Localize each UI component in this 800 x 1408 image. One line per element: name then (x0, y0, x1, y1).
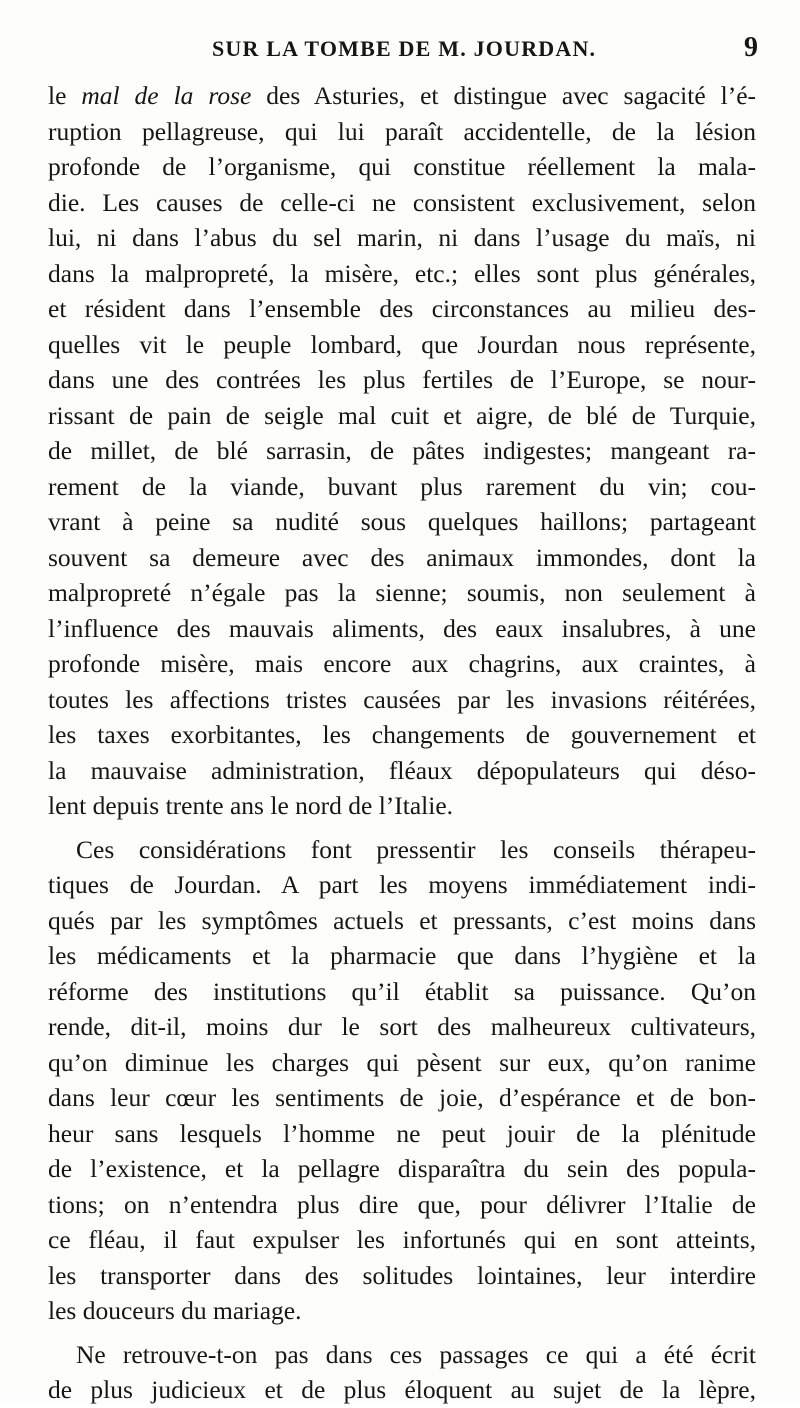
text-line: profonde misère, mais encore aux chagrins, aux craintes, à (48, 649, 756, 678)
page-number: 9 (744, 32, 758, 63)
text-line: rissant de pain de seigle mal cuit et aigre, de blé de Turquie, (48, 400, 756, 430)
text-line: rement de la viande, buvant plus rarement du vin; cou- (48, 471, 756, 501)
running-title: SUR LA TOMBE DE M. JOURDAN. (212, 36, 597, 61)
text-line: les transporter dans des solitudes lointaines, leur interdire (48, 1260, 756, 1290)
text-line-paragraph-start: Ne retrouve-t-on pas dans ces passages ce qui a été écrit (76, 1339, 756, 1369)
text-line: la mauvaise administration, fléaux dépopulateurs qui déso- (48, 755, 756, 785)
text-line: heur sans lesquels l’homme ne peut jouir de la plénitude (48, 1118, 756, 1148)
text-line: souvent sa demeure avec des animaux immondes, dont la (48, 542, 756, 572)
text-line: qu’on diminue les charges qui pèsent sur eux, qu’on ranime (48, 1047, 756, 1077)
text-line: dans une des contrées les plus fertiles de l’Europe, se nour- (48, 365, 756, 394)
text-line: les médicaments et la pharmacie que dans l’hygiène et la (48, 941, 756, 970)
text-line (48, 78, 756, 114)
text-line: die. Les causes de celle-ci ne consistent exclusivement, selon (48, 187, 756, 217)
text-line: de plus judicieux et de plus éloquent au sujet de la lèpre, (48, 1375, 756, 1404)
text-line: quelles vit le peuple lombard, que Jourdan nous représente, (48, 329, 756, 359)
text-line: dans la malpropreté, la misère, etc.; elles sont plus générales, (48, 258, 756, 288)
text-line-paragraph-end: lent depuis trente ans le nord de l’Italie. (48, 791, 454, 820)
text-line: et résident dans l’ensemble des circonstances au milieu des- (48, 294, 756, 323)
text-segment: le (48, 81, 82, 110)
paragraph-gap (48, 1329, 756, 1337)
text-line: rende, dit-il, moins dur le sort des malheureux cultivateurs, (48, 1012, 756, 1041)
text-line: tions; on n’entendra plus dire que, pour délivrer l’Italie de (48, 1189, 756, 1219)
text-line: profonde de l’organisme, qui constitue réellement la mala- (48, 152, 756, 181)
text-line: de l’existence, et la pellagre disparaîtra du sein des popula- (48, 1154, 756, 1183)
text-line: tiques de Jourdan. A part les moyens immédiatement indi- (48, 870, 756, 899)
text-line: dans leur cœur les sentiments de joie, d’espérance et de bon- (48, 1083, 756, 1112)
text-line: qués par les symptômes actuels et pressants, c’est moins dans (48, 905, 756, 935)
text-line: malpropreté n’égale pas la sienne; soumis, non seulement à (48, 578, 756, 607)
text-line: lui, ni dans l’abus du sel marin, ni dans l’usage du maïs, ni (48, 223, 756, 252)
text-line: de millet, de blé sarrasin, de pâtes indigestes; mangeant ra- (48, 436, 756, 465)
text-line: les taxes exorbitantes, les changements de gouvernement et (48, 720, 756, 749)
text-line-paragraph-end: les douceurs du mariage. (48, 1296, 302, 1325)
running-head (0, 34, 800, 74)
text-line: réforme des institutions qu’il établit sa puissance. Qu’on (48, 976, 756, 1006)
text-line: ce fléau, il faut expulser les infortunés qui en sont atteints, (48, 1225, 756, 1254)
text-line: vrant à peine sa nudité sous quelques haillons; partageant (48, 507, 756, 536)
text-line-paragraph-start: Ces considérations font pressentir les conseils thérapeu- (76, 834, 756, 864)
text-line: ruption pellagreuse, qui lui paraît accidentelle, de la lésion (48, 116, 756, 146)
text-line: l’influence des mauvais aliments, des eaux insalubres, à une (48, 613, 756, 643)
text-line: toutes les affections tristes causées par les invasions réitérées, (48, 684, 756, 714)
paragraph-gap (48, 824, 756, 832)
body-text (48, 78, 756, 1408)
text-segment: des Asturies, et distingue avec sagacité l’é- (251, 81, 756, 110)
italic-term: mal de la rose (81, 81, 252, 110)
